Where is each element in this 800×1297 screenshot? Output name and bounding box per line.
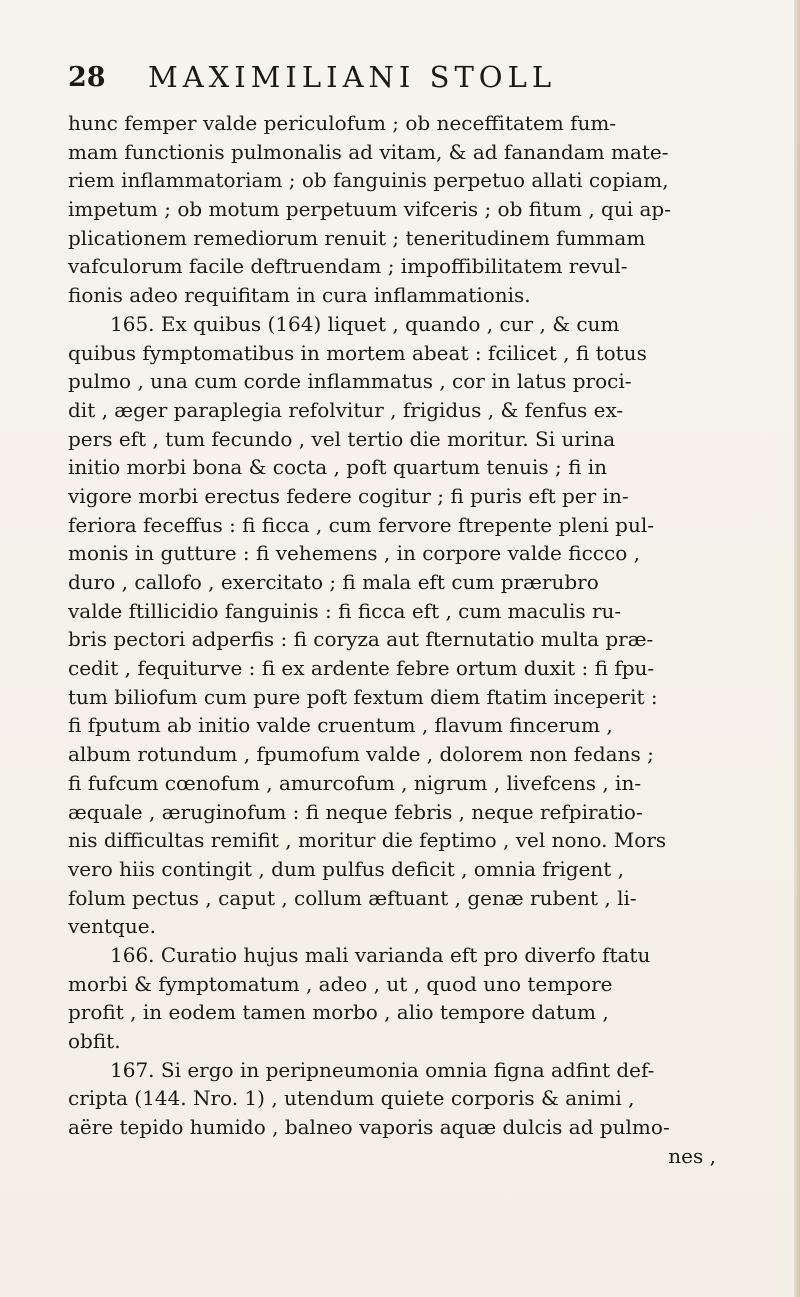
text-line: plicationem remediorum renuit ; teneritudinem fummam — [68, 225, 646, 250]
text-line: folum pectus , caput , collum æftuant , genæ rubent , li- — [68, 885, 637, 910]
text-line: profit , in eodem tamen morbo , alio tempore datum , — [68, 1000, 609, 1025]
text-line: valde ftillicidio fanguinis : fi ficca eft , cum maculis ru- — [68, 598, 622, 623]
text-line: nis difficultas remifit , moritur die feptimo , vel nono. Mors — [68, 828, 667, 853]
paragraph-167-start: 167. Si ergo in peripneumonia omnia figna adfint def- — [110, 1057, 655, 1082]
text-line: fi fputum ab initio valde cruentum , flavum fincerum , — [68, 713, 613, 738]
text-line: quibus fymptomatibus in mortem abeat : fcilicet , fi totus — [68, 340, 647, 365]
running-title: MAXIMILIANI STOLL — [148, 60, 557, 94]
text-line: monis in gutture : fi vehemens , in corpore valde ficcco , — [68, 541, 640, 566]
catchword: nes , — [668, 1143, 716, 1168]
text-line: cedit , fequiturve : fi ex ardente febre ortum duxit : fi fpu- — [68, 656, 655, 681]
text-line: obfit. — [68, 1029, 121, 1053]
page-edge — [794, 0, 800, 1297]
text-line: tum biliofum cum pure poft fextum diem ftatim inceperit : — [68, 684, 658, 709]
text-line: vigore morbi erectus federe cogitur ; fi puris eft per in- — [68, 483, 629, 508]
text-line: fi fufcum cœnofum , amurcofum , nigrum , livefcens , in- — [68, 770, 642, 795]
text-line: morbi & fymptomatum , adeo , ut , quod uno tempore — [68, 971, 613, 996]
text-line: feriora feceffus : fi ficca , cum fervore ftrepente pleni pul- — [68, 512, 654, 537]
text-line: cripta (144. Nro. 1) , utendum quiete corporis & animi , — [68, 1086, 635, 1111]
text-line: album rotundum , fpumofum valde , dolorem non fedans ; — [68, 742, 654, 767]
text-line: dit , æger paraplegia refolvitur , frigidus , & fenfus ex- — [68, 397, 624, 422]
paragraph-165-start: 165. Ex quibus (164) liquet , quando , cur , & cum — [110, 311, 620, 336]
paragraph-166-start: 166. Curatio hujus mali varianda eft pro diverfo ftatu — [110, 942, 651, 967]
text-line: bris pectori adperfis : fi coryza aut fternutatio multa præ- — [68, 627, 654, 652]
page-number: 28 — [68, 62, 106, 93]
text-line: pers eft , tum fecundo , vel tertio die moritur. Si urina — [68, 426, 616, 451]
text-line: riem inflammatoriam ; ob fanguinis perpetuo allati copiam, — [68, 168, 669, 193]
text-line: duro , callofo , exercitato ; fi mala eft cum prærubro — [68, 570, 599, 594]
text-line: pulmo , una cum corde inflammatus , cor in latus proci- — [68, 369, 632, 394]
text-line: vafculorum facile deftruendam ; impoffibilitatem revul- — [68, 254, 628, 279]
text-line: mam functionis pulmonalis ad vitam, & ad fanandam mate- — [68, 139, 669, 164]
body-text — [68, 109, 768, 1170]
text-line: hunc femper valde periculofum ; ob neceffitatem fum- — [68, 111, 617, 135]
text-line: impetum ; ob motum perpetuum vifceris ; ob fitum , qui ap- — [68, 197, 671, 222]
text-line: aëre tepido humido , balneo vaporis aquæ dulcis ad pulmo- — [68, 1115, 670, 1140]
text-line: fionis adeo requifitam in cura inflammationis. — [68, 283, 531, 308]
text-line: æquale , æruginofum : fi neque febris , neque refpiratio- — [68, 799, 643, 824]
page-header — [68, 60, 758, 100]
text-line: initio morbi bona & cocta , poft quartum tenuis ; fi in — [68, 455, 608, 480]
text-line: ventque. — [68, 914, 156, 939]
text-line: vero hiis contingit , dum pulfus deficit , omnia frigent , — [68, 856, 625, 881]
